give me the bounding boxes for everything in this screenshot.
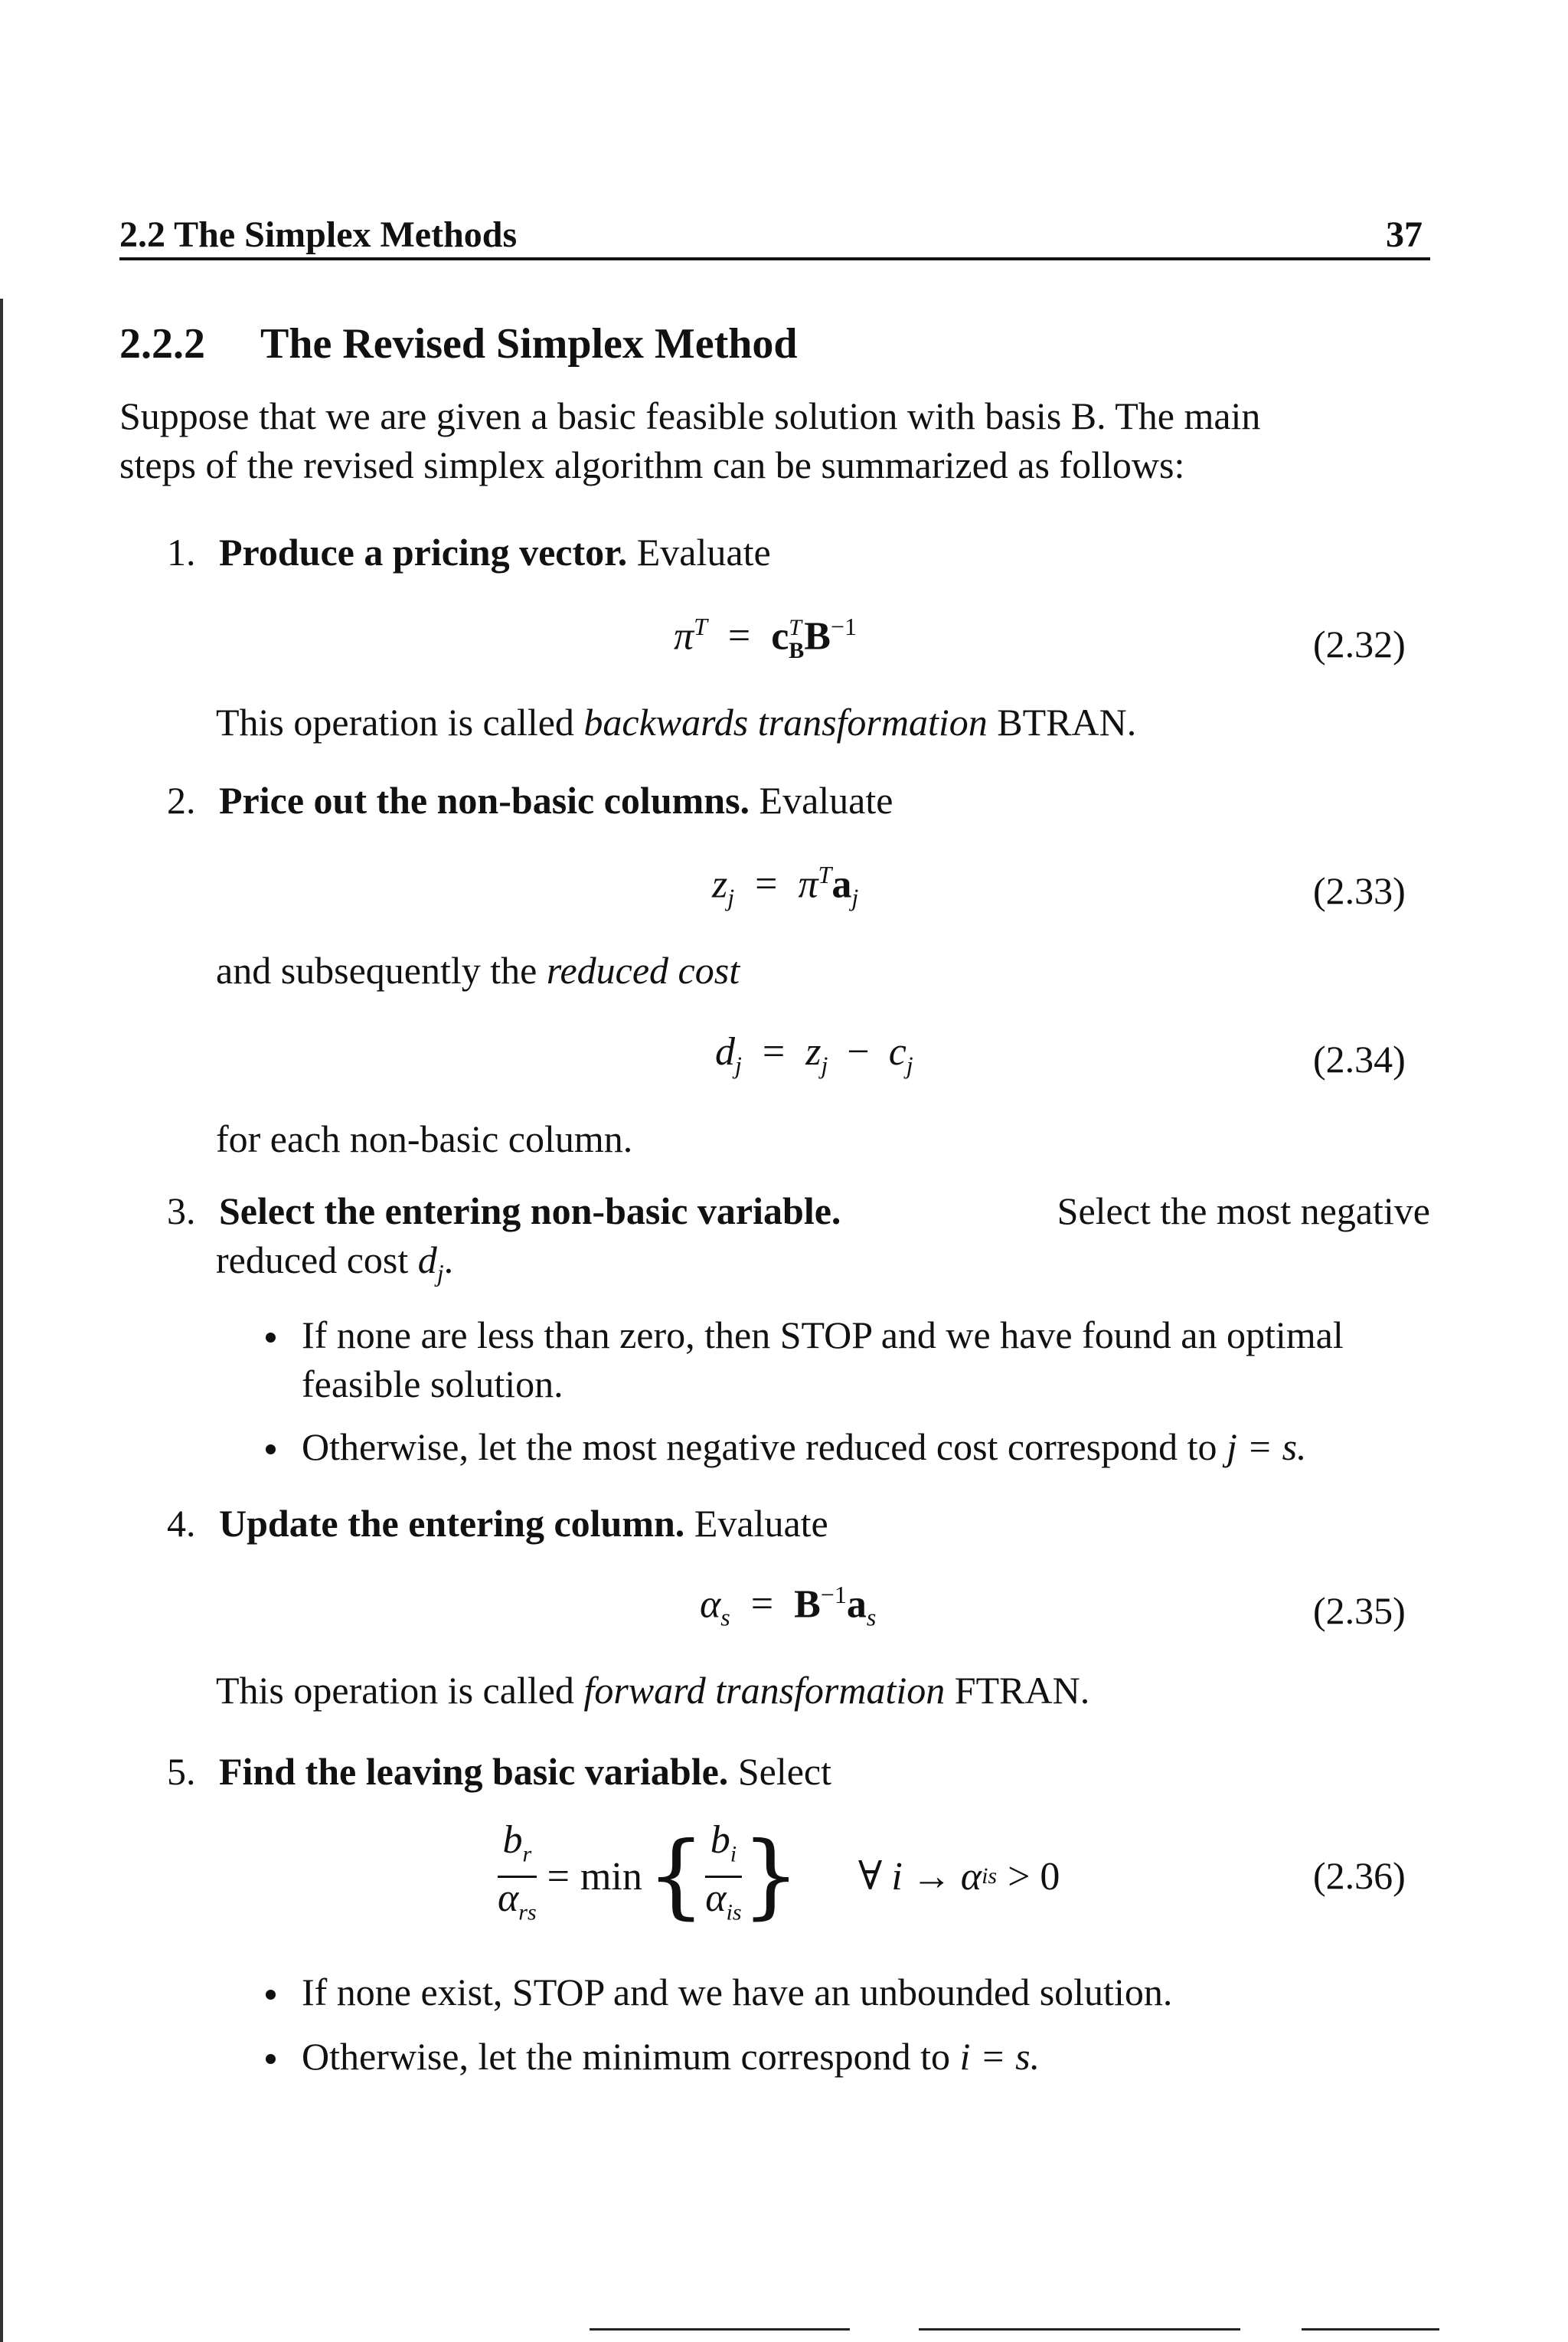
step-3-line-2: [216, 1236, 453, 1297]
step-1-rest: Evaluate: [636, 531, 771, 574]
eq-pi: π: [674, 614, 694, 659]
eq-B: B: [804, 614, 831, 659]
step-3-line2-post: .: [443, 1238, 454, 1281]
intro-line-2: steps of the revised simplex algorithm can be summarized as follows:: [119, 443, 1185, 486]
step-2-number: 2.: [167, 779, 196, 822]
step-3-line2-sub: j: [436, 1259, 444, 1287]
eq-c: c: [771, 614, 789, 659]
right-brace: }: [741, 1823, 800, 1929]
intro-line-1: Suppose that we are given a basic feasible solution with basis B. The main: [119, 394, 1261, 437]
eq34-d: d: [715, 1030, 735, 1074]
eq36-min: min: [580, 1854, 642, 1899]
eq35-B-sup: −1: [820, 1581, 847, 1608]
running-header-title: 2.2 The Simplex Methods: [119, 214, 518, 255]
equation-number-2-35: (2.35): [1313, 1589, 1406, 1632]
step-5-rest: Select: [737, 1750, 831, 1793]
step-4-note-italic: forward transformation: [583, 1669, 946, 1712]
step-4-note: [216, 1667, 1089, 1714]
eq35-alpha-sub: s: [720, 1603, 730, 1631]
frac1-den: α: [498, 1876, 519, 1920]
step-3-rest: Select the most negative: [1057, 1189, 1430, 1232]
step-4-note-pre: This operation is called: [216, 1669, 584, 1712]
step-3-number: 3.: [167, 1189, 196, 1232]
step-2-closing: for each non-basic column.: [216, 1117, 633, 1160]
step-4-heading: Update the entering column.: [219, 1502, 685, 1545]
eq33-equals: =: [755, 862, 778, 907]
step-5-item: [167, 1748, 831, 1795]
fraction-bi-over-alpha-is: [705, 1820, 741, 1933]
eq-equals: =: [727, 614, 751, 659]
eq36-arrow: →: [911, 1854, 952, 1899]
frac1-num: b: [502, 1818, 523, 1863]
step-3-item: [167, 1187, 1430, 1235]
step-5-bullet-2-math: i = s.: [959, 2035, 1040, 2078]
bullet-dot: [266, 1444, 276, 1454]
eq34-z: z: [805, 1030, 822, 1074]
frac2-den-sub: is: [726, 1899, 742, 1925]
step-5-bullet-1: If none exist, STOP and we have an unbounded solution.: [302, 1971, 1173, 2013]
step-3-bullet-1-line-2: feasible solution.: [302, 1362, 564, 1405]
step-4-item: [167, 1500, 828, 1547]
page-number: 37: [1386, 214, 1423, 255]
eq34-equals: =: [762, 1030, 786, 1074]
eq35-a: a: [846, 1582, 867, 1627]
equation-number-2-33: (2.33): [1313, 869, 1406, 912]
equation-number-2-36: (2.36): [1313, 1854, 1406, 1897]
equation-2-35: [700, 1581, 876, 1632]
step-3-line2-pre: reduced cost: [216, 1238, 418, 1281]
eq36-i: i: [891, 1854, 903, 1899]
eq34-z-sub: j: [821, 1051, 828, 1079]
step-5-bullet-2-text: Otherwise, let the minimum correspond to: [302, 2035, 960, 2078]
eq-pi-sup: T: [694, 613, 707, 640]
eq35-equals: =: [750, 1582, 774, 1627]
fraction-br-over-alpha-rs: [498, 1820, 537, 1933]
frac1-num-sub: r: [522, 1841, 532, 1867]
step-5-number: 5.: [167, 1750, 196, 1793]
eq36-alpha: α: [960, 1854, 982, 1899]
step-2-middle-pre: and subsequently the: [216, 949, 547, 992]
eq33-z-sub: j: [727, 883, 735, 911]
eq36-equals: =: [547, 1854, 570, 1899]
step-2-middle-italic: reduced cost: [546, 949, 740, 992]
step-3-bullet-2: [302, 1423, 1307, 1470]
step-1-number: 1.: [167, 531, 196, 574]
eq33-z: z: [712, 862, 728, 907]
eq-c-sup: T: [789, 615, 802, 641]
step-3-line2-var: d: [417, 1238, 437, 1281]
eq-c-sub: B: [789, 638, 805, 664]
eq-B-sup: −1: [830, 613, 858, 640]
eq33-a-sub: j: [851, 883, 859, 911]
frac1-den-sub: rs: [518, 1899, 537, 1925]
eq35-alpha: α: [700, 1582, 721, 1627]
step-1-item: [167, 528, 771, 576]
step-1-note-post: BTRAN.: [987, 701, 1137, 744]
eq34-d-sub: j: [735, 1051, 742, 1079]
step-4-rest: Evaluate: [694, 1502, 828, 1545]
scan-edge-line: [0, 299, 3, 2342]
step-4-note-post: FTRAN.: [945, 1669, 1090, 1712]
section-number: 2.2.2: [119, 320, 205, 368]
frac2-den: α: [705, 1876, 727, 1920]
frac2-num-sub: i: [730, 1841, 737, 1867]
eq34-minus: −: [847, 1030, 870, 1074]
equation-2-33: [712, 861, 858, 912]
frac2-num: b: [710, 1818, 730, 1863]
bullet-dot: [266, 1333, 276, 1343]
equation-number-2-32: (2.32): [1313, 623, 1406, 666]
equation-2-32: [674, 613, 857, 662]
eq36-alpha-sub: is: [982, 1863, 998, 1889]
step-3-bullet-2-text: Otherwise, let the most negative reduced cost correspond to: [302, 1425, 1227, 1468]
eq33-pi-sup: T: [818, 861, 832, 888]
scan-artifact: [1302, 2328, 1439, 2331]
equation-2-34: [715, 1029, 913, 1079]
step-1-heading: Produce a pricing vector.: [219, 531, 628, 574]
eq34-c: c: [888, 1030, 906, 1074]
equation-number-2-34: (2.34): [1313, 1038, 1406, 1081]
step-5-heading: Find the leaving basic variable.: [219, 1750, 729, 1793]
step-5-bullet-2: [302, 2033, 1040, 2080]
step-1-note: [216, 698, 1136, 746]
equation-2-36: [498, 1818, 1060, 1930]
scan-artifact: [590, 2328, 850, 2331]
bullet-dot: [266, 2054, 276, 2064]
eq33-a: a: [831, 862, 852, 907]
eq35-B: B: [794, 1582, 821, 1627]
step-1-note-italic: backwards transformation: [583, 701, 988, 744]
eq36-forall: ∀: [858, 1855, 883, 1899]
section-title: The Revised Simplex Method: [260, 320, 798, 368]
bullet-dot: [266, 1990, 276, 2000]
step-2-middle: [216, 947, 740, 994]
eq33-pi: π: [798, 862, 818, 907]
step-4-number: 4.: [167, 1502, 196, 1545]
header-rule: [119, 257, 1430, 260]
left-brace: {: [646, 1823, 706, 1929]
step-3-bullet-2-math: j = s.: [1226, 1425, 1307, 1468]
eq36-gt-zero: > 0: [1008, 1854, 1060, 1899]
step-2-heading: Price out the non-basic columns.: [219, 779, 750, 822]
step-3-bullet-1-line-1: If none are less than zero, then STOP and we have found an optimal: [302, 1313, 1344, 1356]
step-2-item: [167, 777, 893, 824]
step-2-rest: Evaluate: [759, 779, 893, 822]
eq35-a-sub: s: [866, 1603, 877, 1631]
scan-artifact: [919, 2328, 1240, 2331]
eq34-c-sub: j: [906, 1051, 913, 1079]
step-1-note-pre: This operation is called: [216, 701, 584, 744]
step-3-heading: Select the entering non-basic variable.: [219, 1189, 841, 1232]
